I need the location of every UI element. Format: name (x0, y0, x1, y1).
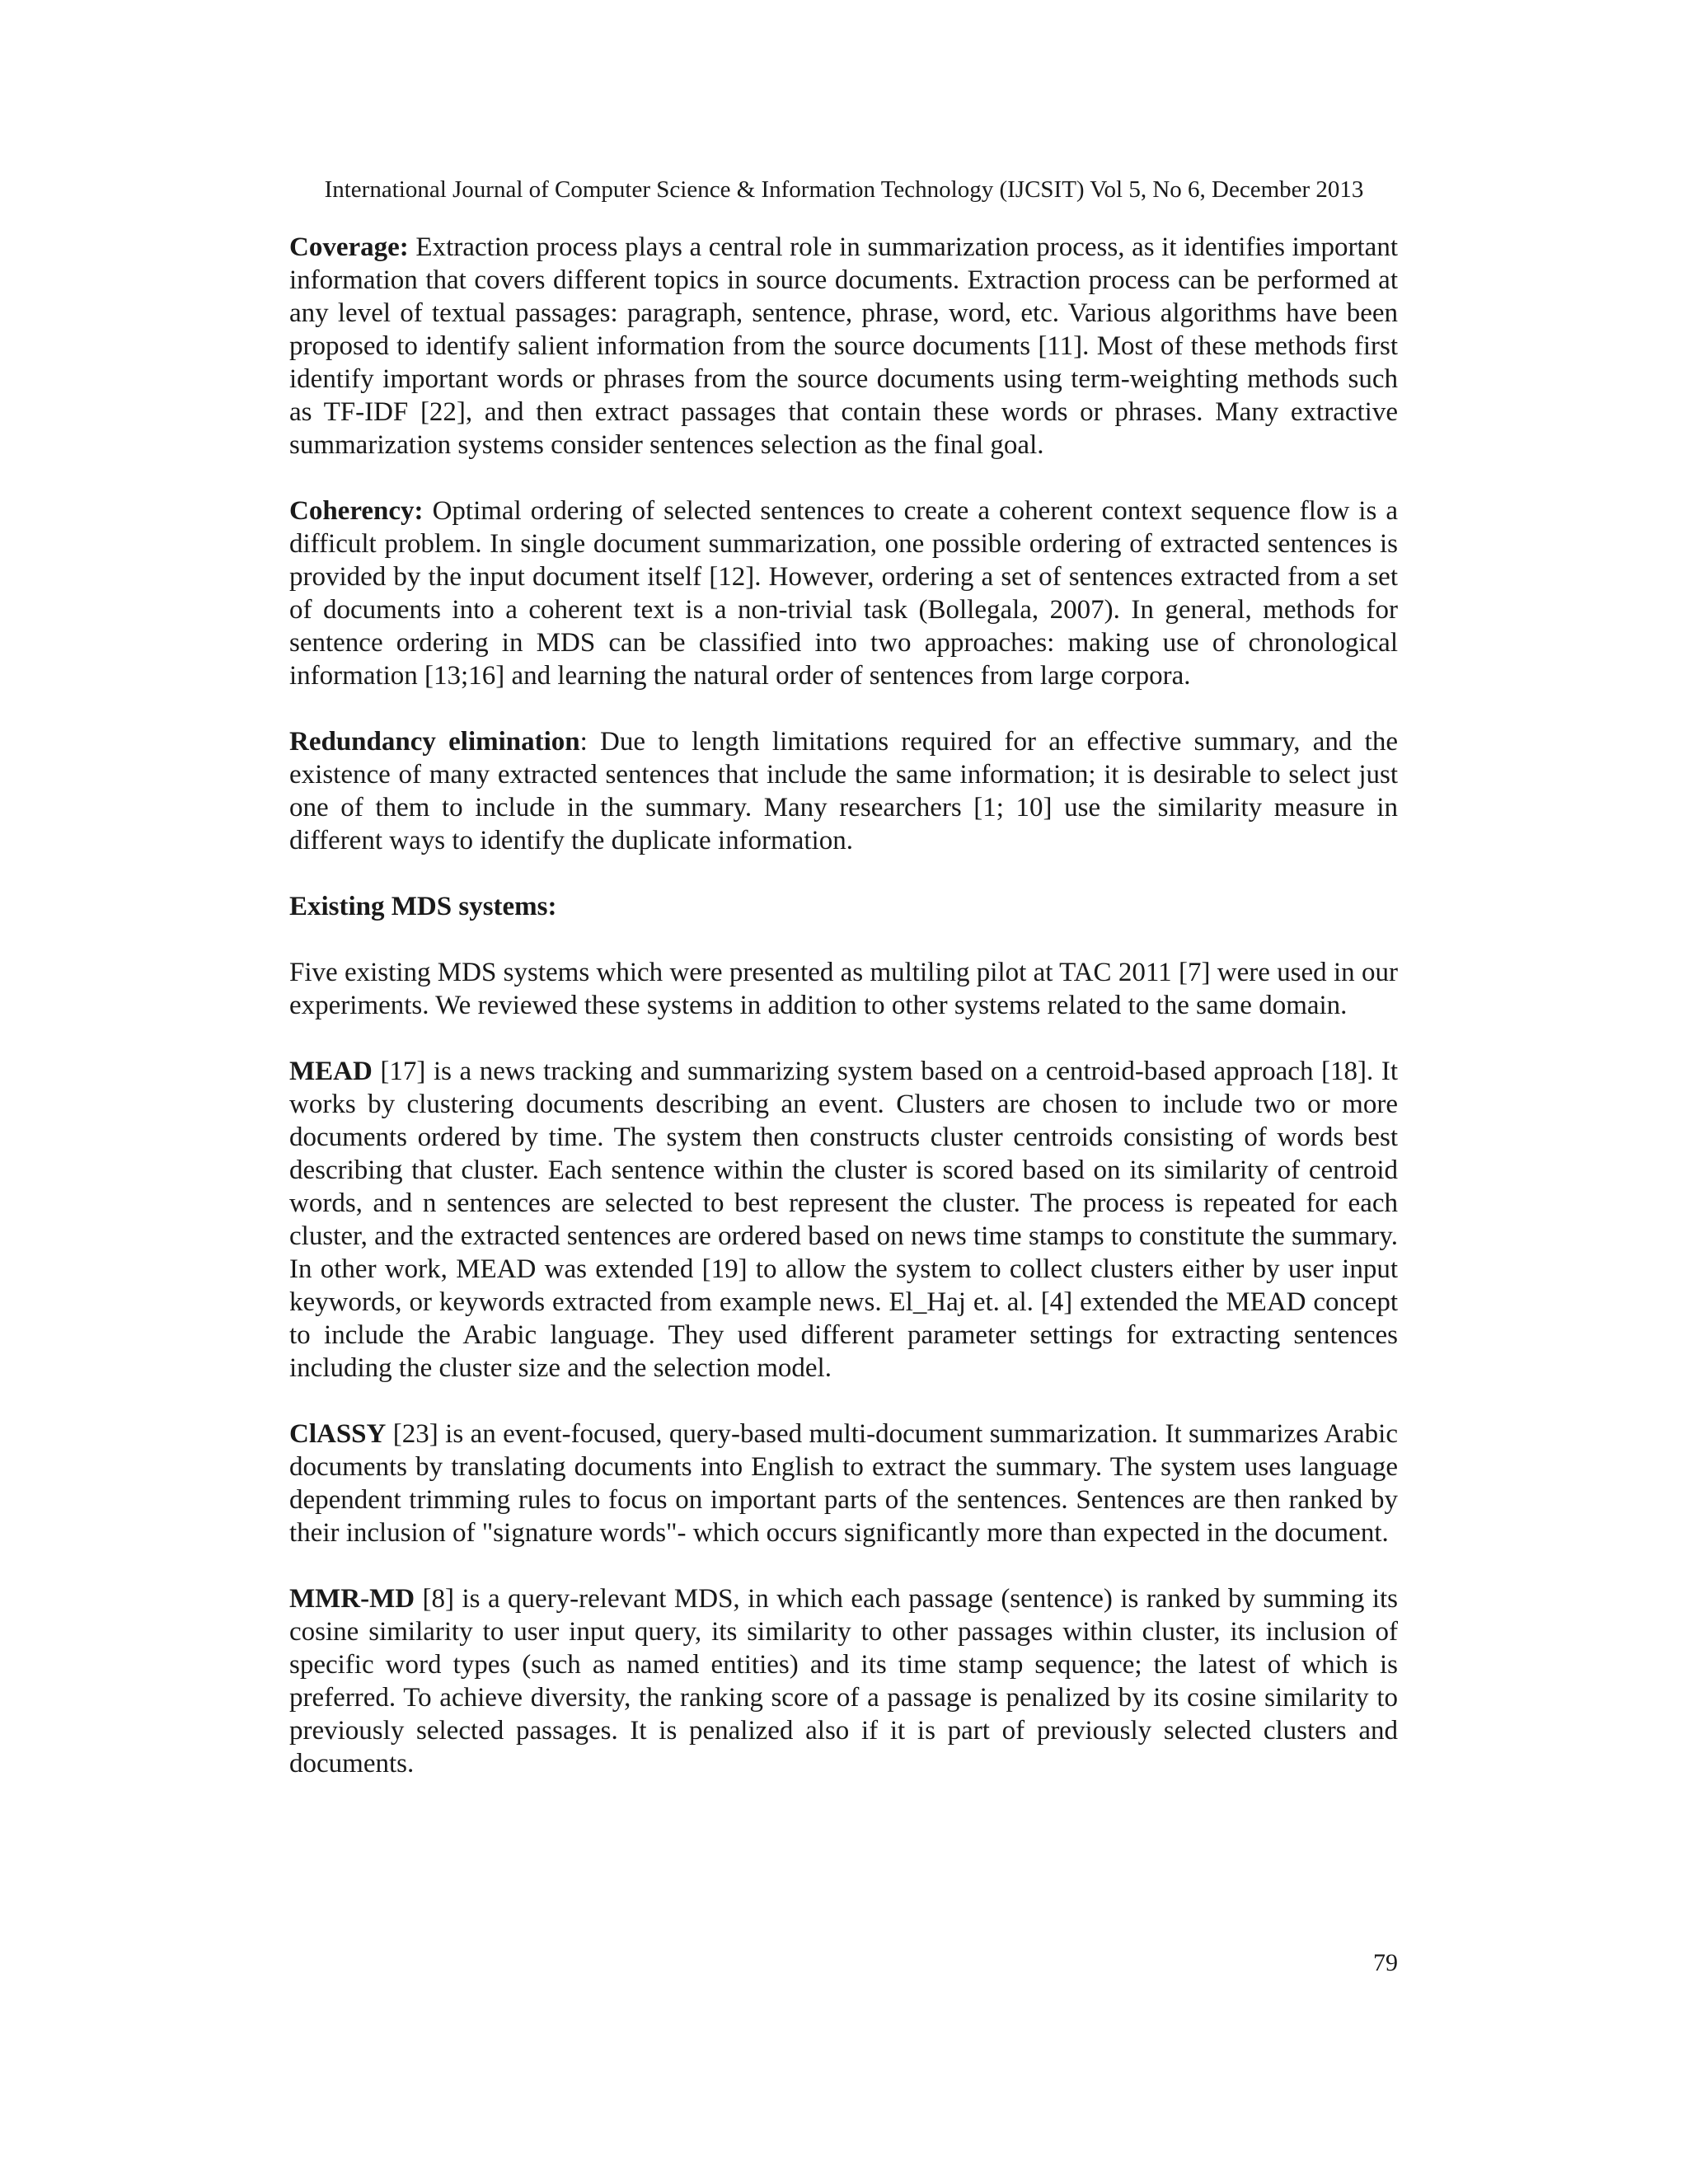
coverage-text: Extraction process plays a central role in summarization process, as it identifies important information that covers different topics in source documents. Extraction process can be performed at any level of textual passages: paragraph, sentence, phrase, word, etc. Various algorithms have been proposed to identify salient information from the source documents [11]. Most of these methods first identify important words or phrases from the source documents using term-weighting methods such as TF-IDF [22], and then extract passages that contain these words or phrases. Many extractive summarization systems consider sentences selection as the final goal. (289, 232, 1398, 460)
coverage-term: Coverage: (289, 232, 409, 262)
mead-term: MEAD (289, 1057, 373, 1086)
running-header: International Journal of Computer Science & Information Technology (IJCSIT) Vol 5, No 6, December 2013 (324, 176, 1364, 203)
page-number: 79 (1373, 1949, 1398, 1976)
redundancy-text: : Due to length limitations required for an effective summary, and the existence of many extracted sentences that include the same information; it is desirable to select just one of them to include in the summary. Many researchers [1; 10] use the similarity measure in different ways to identify the duplicate information. (289, 727, 1398, 855)
coverage-paragraph (289, 231, 1398, 462)
mmr-md-paragraph (289, 1582, 1398, 1780)
classy-paragraph (289, 1418, 1398, 1549)
redundancy-term: Redundancy elimination (289, 727, 580, 757)
existing-mds-heading: Existing MDS systems: (289, 892, 557, 921)
redundancy-paragraph (289, 725, 1398, 857)
coherency-term: Coherency: (289, 496, 424, 526)
coherency-text: Optimal ordering of selected sentences to create a coherent context sequence flow is a difficult problem. In single document summarization, one possible ordering of extracted sentences is provided by the input document itself [12]. However, ordering a set of sentences extracted from a set of documents into a coherent text is a non-trivial task (Bollegala, 2007). In general, methods for sentence ordering in MDS can be classified into two approaches: making use of chronological information [13;16] and learning the natural order of sentences from large corpora. (289, 496, 1398, 691)
mmr-md-text: [8] is a query-relevant MDS, in which each passage (sentence) is ranked by summing its cosine similarity to user input query, its similarity to other passages within cluster, its inclusion of specific word types (such as named entities) and its time stamp sequence; the latest of which is preferred. To achieve diversity, the ranking score of a passage is penalized by its cosine similarity to previously selected passages. It is penalized also if it is part of previously selected clusters and documents. (289, 1584, 1398, 1779)
mead-paragraph (289, 1055, 1398, 1385)
mead-text: [17] is a news tracking and summarizing system based on a centroid-based approach [18]. It works by clustering documents describing an event. Clusters are chosen to include two or more documents ordered by time. The system then constructs cluster centroids consisting of words best describing that cluster. Each sentence within the cluster is scored based on its similarity of centroid words, and n sentences are selected to best represent the cluster. The process is repeated for each cluster, and the extracted sentences are ordered based on news time stamps to constitute the summary. In other work, MEAD was extended [19] to allow the system to collect clusters either by user input keywords, or keywords extracted from example news. El_Haj et. al. [4] extended the MEAD concept to include the Arabic language. They used different parameter settings for extracting sentences including the cluster size and the selection model. (289, 1057, 1398, 1383)
classy-text: [23] is an event-focused, query-based multi-document summarization. It summarizes Arabic documents by translating documents into English to extract the summary. The system uses language dependent trimming rules to focus on important parts of the sentences. Sentences are then ranked by their inclusion of "signature words"- which occurs significantly more than expected in the document. (289, 1419, 1398, 1548)
classy-term: ClASSY (289, 1419, 387, 1449)
article-body (289, 231, 1398, 1780)
mmr-md-term: MMR-MD (289, 1584, 415, 1614)
existing-mds-intro: Five existing MDS systems which were presented as multiling pilot at TAC 2011 [7] were used in our experiments. We reviewed these systems in addition to other systems related to the same domain. (289, 958, 1398, 1020)
coherency-paragraph (289, 494, 1398, 692)
